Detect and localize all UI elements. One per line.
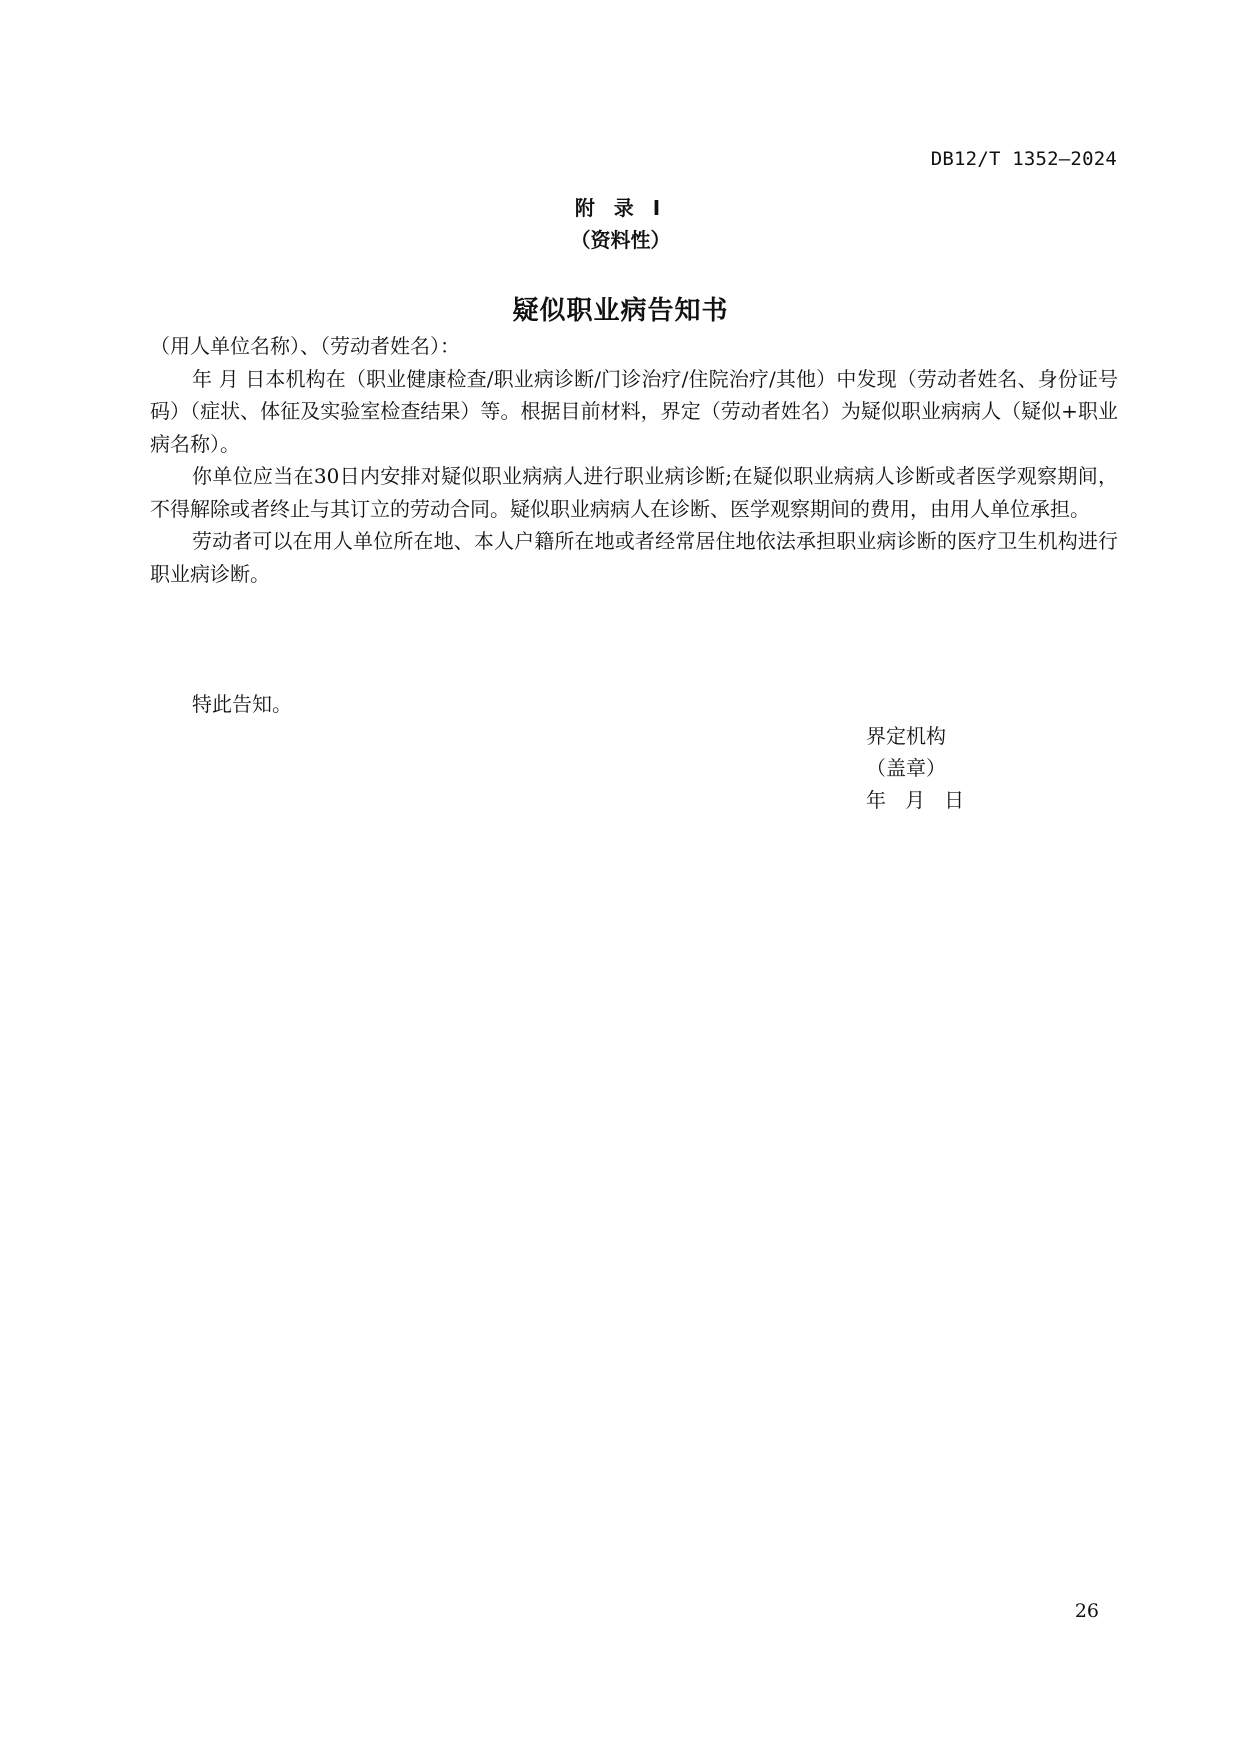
document-title: 疑似职业病告知书 (512, 296, 729, 326)
page-number: 26 (1074, 1600, 1099, 1622)
body-paragraph: 你单位应当在30日内安排对疑似职业病病人进行职业病诊断;在疑似职业病病人诊断或者医学观察期间，不得解除或者终止与其订立的劳动合同。疑似职业病病人在诊断、医学观察期间的费用，由用人单位承担。 (150, 464, 1118, 521)
signature-seal: （盖章） (866, 756, 946, 780)
appendix-title: 附 录 I (574, 196, 667, 220)
salutation: （用人单位名称）、（劳动者姓名）： (150, 334, 460, 358)
appendix-nature: （资料性） (570, 228, 671, 252)
signature-institution: 界定机构 (866, 724, 946, 748)
signature-date: 年 月 日 (866, 788, 965, 812)
body-paragraph: 劳动者可以在用人单位所在地、本人户籍所在地或者经常居住地依法承担职业病诊断的医疗卫生机构进行职业病诊断。 (150, 529, 1118, 586)
standard-code: DB12/T 1352—2024 (930, 148, 1117, 170)
signature-block (866, 720, 964, 816)
closing-line: 特此告知。 (192, 692, 292, 716)
document-body (150, 330, 1118, 590)
body-paragraph: 年 月 日本机构在（职业健康检查/职业病诊断/门诊治疗/住院治疗/其他）中发现（劳动者姓名、身份证号码）（症状、体征及实验室检查结果）等。根据目前材料，界定（劳动者姓名）为疑似职业病病人（疑似+职业病名称）。 (150, 366, 1118, 456)
